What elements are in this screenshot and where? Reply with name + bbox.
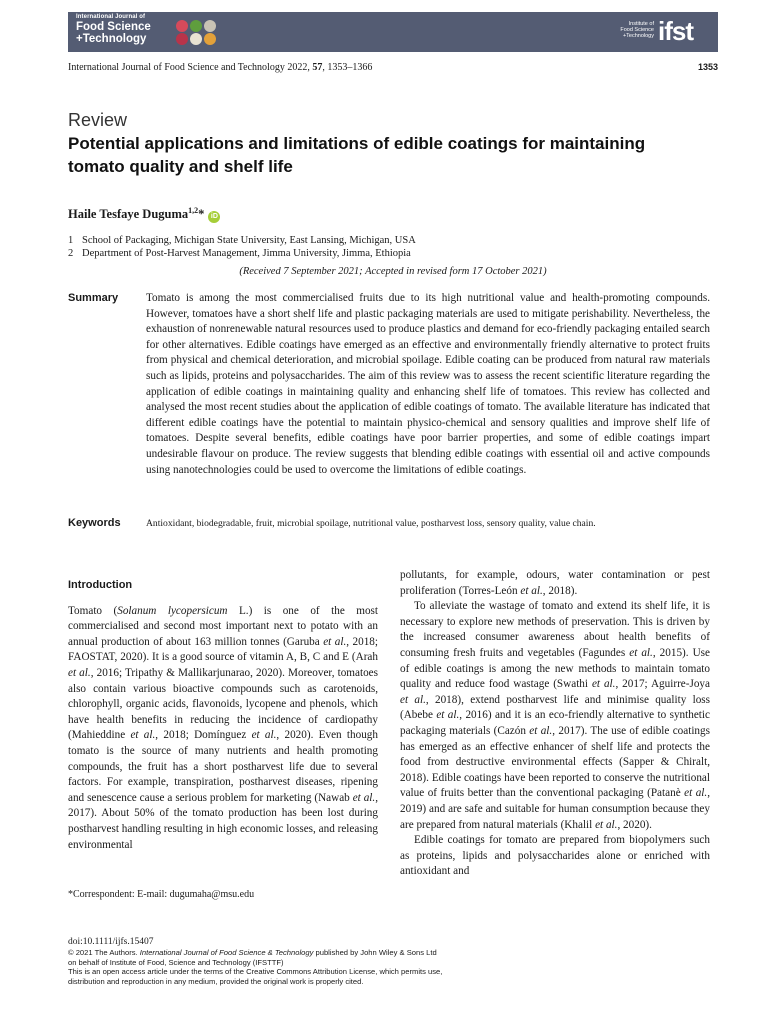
ifst-logo-small: Institute of Food Science +Technology [620,21,654,39]
footer-line-3: This is an open access article under the terms of the Creative Commons Attribution License, which permits use, [68,967,443,977]
journal-logo [76,14,168,50]
body-column-left [68,568,378,853]
journal-logo-line1: Food Science [76,21,151,33]
keywords-label: Keywords [68,517,121,529]
author-line [68,206,220,223]
orcid-icon[interactable]: iD [208,211,220,223]
ifst-logo [616,16,706,48]
journal-logo-small: International Journal of [76,14,146,20]
summary-text: Tomato is among the most commercialised fruits due to its high nutritional value and health-promoting compounds. However, tomatoes have a short shelf life and plastic packaging materials are used to mitigate perishability. Nevertheless, the exhaustion of nonrenewable natural resources used to produce plastics and demand for eco-friendly packaging entailed search for other alternatives. Edible coatings have emerged as an effective and environmentally friendly alternative to protect fruits from physical and chemical deterioration, and microbial spoilage. Edible coating can be produced from natural raw materials such as lipids, proteins and polysaccharides. The aim of this review was to assess the recent scientific literature regarding the application of edible coatings in maintaining quality and enhancing shelf life of tomatoes. This review has collected and analysed the most recent studies about the application of edible coatings of tomato. The available literature has indicated that different edible coatings have the potential to maintain physico-chemical and sensory qualities and improve shelf life of tomatoes. Despite several benefits, edible coatings have poor barrier properties, and some of edible coatings impart undesirable flavour on produce. The review suggests that blending edible coatings with essential oil and active compounds using nanotechnologies could be used to overcome the limitations of edible coatings. [146,292,710,476]
running-head [68,62,718,76]
food-images-icon [174,17,224,47]
summary-label: Summary [68,292,119,304]
correspondent-note: *Correspondent: E-mail: dugumaha@msu.edu [68,889,255,900]
page-number: 1353 [697,62,718,72]
running-head-volume: 57 [312,62,323,73]
footer-line-2: on behalf of Institute of Food, Science and Technology (IFSTTF) [68,957,284,967]
doi-link[interactable]: doi:10.1111/ijfs.15407 [68,937,154,947]
author-name: Haile Tesfaye Duguma [68,207,189,222]
article-type: Review [68,110,128,130]
keywords-text: Antioxidant, biodegradable, fruit, microbial spoilage, nutritional value, postharvest loss, sensory quality, value chain. [146,518,596,529]
article-title: Potential applications and limitations of edible coatings for maintaining tomato quality and shelf life [68,134,646,176]
running-head-pages: , 1353–1366 [322,62,373,73]
footer-line-4: distribution and reproduction in any medium, provided the original work is properly cited. [68,976,364,986]
ifst-logo-text: ifst [658,16,693,46]
intro-paragraph-3: Edible coatings for tomato are prepared from biopolymers such as proteins, lipids and polysaccharides alone or enriched with antioxidant and [400,834,710,878]
running-head-journal: International Journal of Food Science and Technology 2022, [68,62,310,73]
author-affil-sup: 1,2 [188,206,199,215]
body-column-right [400,568,710,880]
received-dates: (Received 7 September 2021; Accepted in revised form 17 October 2021) [239,266,547,277]
footer-line-1: © 2021 The Authors. International Journal of Food Science & Technology published by John Wiley & Sons Ltd [68,948,437,957]
journal-banner [68,12,718,52]
author-star: * [198,207,205,222]
copyright-footer [68,936,718,986]
affiliation-2: 2 Department of Post-Harvest Management, Jimma University, Jimma, Ethiopia [68,248,411,259]
introduction-heading: Introduction [68,579,133,591]
intro-paragraph-continued: pollutants, for example, odours, water contamination or pest proliferation (Torres-León et al., 2018). [400,569,710,597]
intro-paragraph-1: Tomato (Solanum lycopersicum L.) is one of the most commercialised and second most important next to potato with an annual production of about 163 million tonnes (Garuba et al., 2018; FAOSTAT, 2020). It is a good source of vitamin A, B, C and E (Arah et al., 2016; Tripathy & Mallikarjunarao, 2020). Moreover, tomatoes also contain various bioactive compounds such as carotenoids, chlorophyll, organic acids, flavonoids, lycopene and phenols, which have health benefits in reducing the incidence of cardiopathy (Mahieddine et al., 2018; Domínguez et al., 2020). Even though tomato is the source of many nutrients and health promoting compounds, the fruit has a short postharvest life due to several factors. For example, transpiration, postharvest diseases, ripening and senescence cause a serious problem for marketing (Nawab et al., 2017). About 50% of the tomato production has been lost during postharvest handling resulting in high economic losses, and releasing environmental [68,604,379,851]
journal-logo-line2: +Technology [76,33,147,45]
affiliation-1: 1 School of Packaging, Michigan State University, East Lansing, Michigan, USA [68,235,416,246]
intro-paragraph-2: To alleviate the wastage of tomato and extend its shelf life, it is necessary to explore new methods of preservation. This is driven by the increased consumer awareness about health benefits of consuming fresh fruits and vegetables (Fagundes et al., 2015). Use of edible coatings is among the new methods to maintain tomato quality and reduce food wastage (Swathi et al., 2017; Aguirre-Joya et al., 2018), extend postharvest life and minimise quality loss (Abebe et al., 2016) and it is an eco-friendly alternative to synthetic packaging materials (Cazón et al., 2017). The use of edible coatings has emerged as an effective enhancer of shelf life and protects the food from destructive environmental effects (Sapper & Chiralt, 2018). Edible coatings have been reported to conserve the nutritional value of fruits better than the conventional packaging (Patanè et al., 2019) and are safe and suitable for human consumption because they are prepared from natural materials (Khalil et al., 2020). [400,600,711,831]
